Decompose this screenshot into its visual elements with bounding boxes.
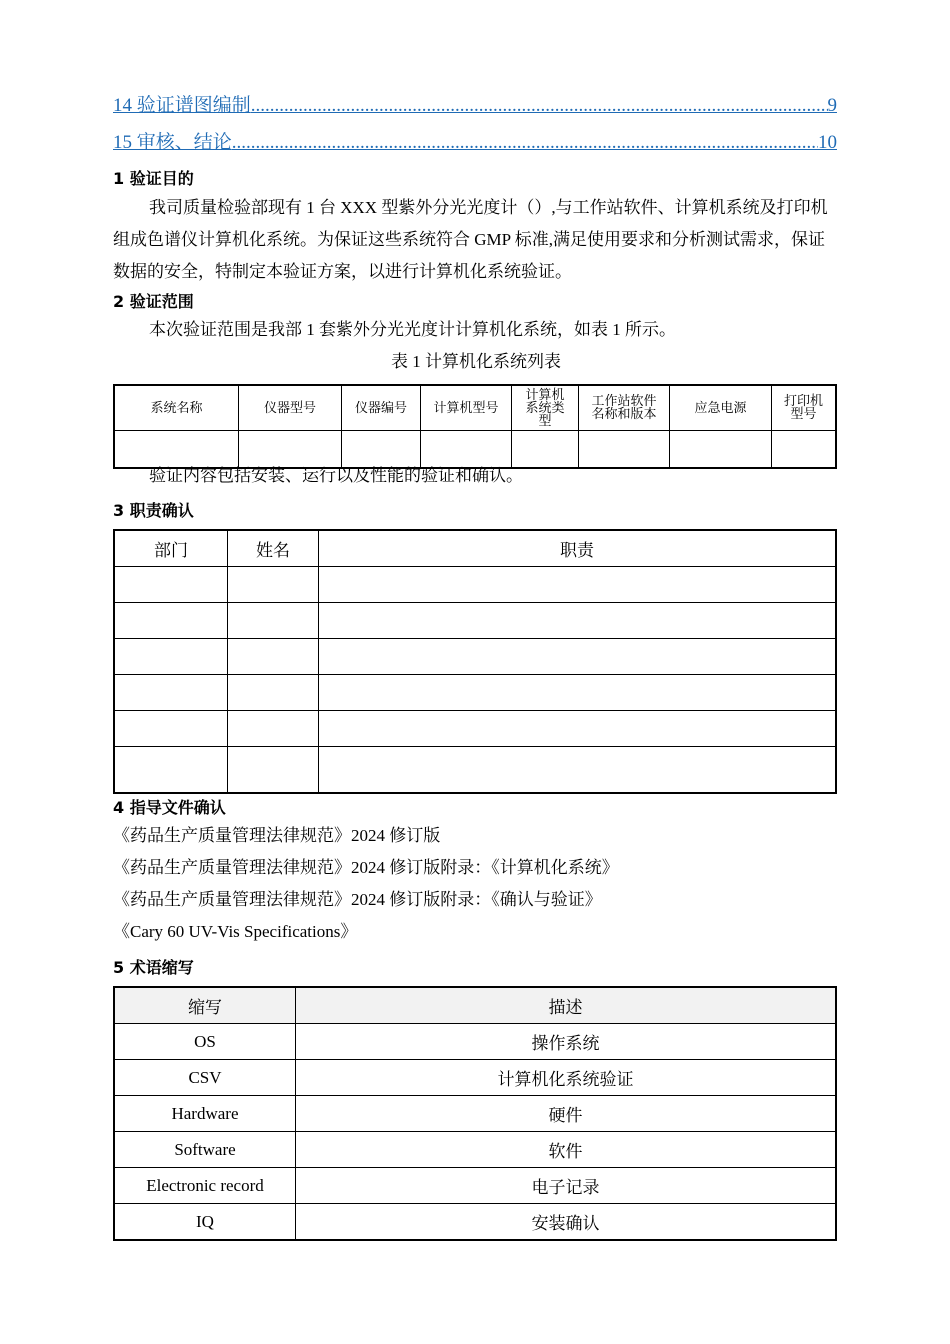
- table-header-row: [114, 530, 836, 567]
- table-header-row: [114, 987, 836, 1024]
- abbr-cell: Software: [114, 1132, 296, 1168]
- table-header-cell: 职责: [319, 530, 837, 567]
- doc-item: 《Cary 60 UV-Vis Specifications》: [113, 922, 358, 941]
- doc-item: 《药品生产质量管理法律规范》2024 修订版附录：《计算机化系统》: [113, 858, 619, 877]
- table-row: [114, 639, 836, 675]
- table-row: [114, 1132, 836, 1168]
- desc-cell: 操作系统: [296, 1024, 837, 1060]
- table-row: [114, 1096, 836, 1132]
- table-header-cell: 计算机型号: [421, 385, 512, 431]
- table-header-cell: 部门: [114, 530, 228, 567]
- table-row: [114, 1204, 836, 1241]
- section-heading-5: 5 术语缩写: [113, 958, 194, 977]
- table-header-cell: 姓名: [228, 530, 319, 567]
- desc-cell: 计算机化系统验证: [296, 1060, 837, 1096]
- table-row: [114, 711, 836, 747]
- table-header-cell: 仪器型号: [239, 385, 342, 431]
- table-header-cell: 仪器编号: [342, 385, 421, 431]
- table-header-row: [114, 385, 836, 431]
- desc-cell: 安装确认: [296, 1204, 837, 1241]
- desc-cell: 硬件: [296, 1096, 837, 1132]
- toc-label[interactable]: 14 验证谱图编制: [113, 95, 251, 116]
- toc-entry-15[interactable]: [113, 127, 837, 154]
- section-heading-2: 2 验证范围: [113, 292, 194, 311]
- table-row: [114, 1024, 836, 1060]
- abbr-cell: OS: [114, 1024, 296, 1060]
- abbr-cell: CSV: [114, 1060, 296, 1096]
- system-list-table: [113, 384, 837, 469]
- table-row: [114, 747, 836, 794]
- table-header-cell: 打印机型号: [772, 385, 837, 431]
- table-row: [114, 1168, 836, 1204]
- responsibility-table: [113, 529, 837, 794]
- abbr-cell: IQ: [114, 1204, 296, 1241]
- doc-item: 《药品生产质量管理法律规范》2024 修订版附录：《确认与验证》: [113, 890, 602, 909]
- table-row: [114, 603, 836, 639]
- doc-item: 《药品生产质量管理法律规范》2024 修订版: [113, 826, 441, 845]
- section-heading-4: 4 指导文件确认: [113, 798, 226, 817]
- toc-page[interactable]: 10: [818, 132, 837, 153]
- abbreviation-table: [113, 986, 837, 1241]
- table-row: [114, 567, 836, 603]
- toc-entry-14[interactable]: [113, 90, 837, 117]
- abbr-cell: Hardware: [114, 1096, 296, 1132]
- table-caption: 表 1 计算机化系统列表: [391, 352, 561, 371]
- section-after-table: 验证内容包括安装、运行以及性能的验证和确认。: [149, 466, 523, 485]
- table-row: [114, 1060, 836, 1096]
- desc-cell: 电子记录: [296, 1168, 837, 1204]
- abbr-cell: Electronic record: [114, 1168, 296, 1204]
- section-body-1: 我司质量检验部现有 1 台 XXX 型紫外分光光度计（）,与工作站软件、计算机系统及打印机组成色谱仪计算机化系统。为保证这些系统符合 GMP 标准,满足使用要求和分析测试需求，保证数据的安全，特制定本验证方案，以进行计算机化系统验证。: [113, 198, 828, 281]
- table-header-cell: 缩写: [114, 987, 296, 1024]
- table-header-cell: 应急电源: [670, 385, 772, 431]
- section-heading-1: 1 验证目的: [113, 169, 194, 188]
- section-body-2: 本次验证范围是我部 1 套紫外分光光度计计算机化系统，如表 1 所示。: [149, 320, 676, 339]
- table-row: [114, 675, 836, 711]
- table-header-cell: 系统名称: [114, 385, 239, 431]
- section-heading-3: 3 职责确认: [113, 501, 194, 520]
- desc-cell: 软件: [296, 1132, 837, 1168]
- table-header-cell: 工作站软件名称和版本: [579, 385, 670, 431]
- toc-label[interactable]: 15 审核、结论: [113, 132, 232, 153]
- toc-page[interactable]: 9: [827, 95, 837, 116]
- table-header-cell: 描述: [296, 987, 837, 1024]
- table-header-cell: 计算机系统类型: [512, 385, 579, 431]
